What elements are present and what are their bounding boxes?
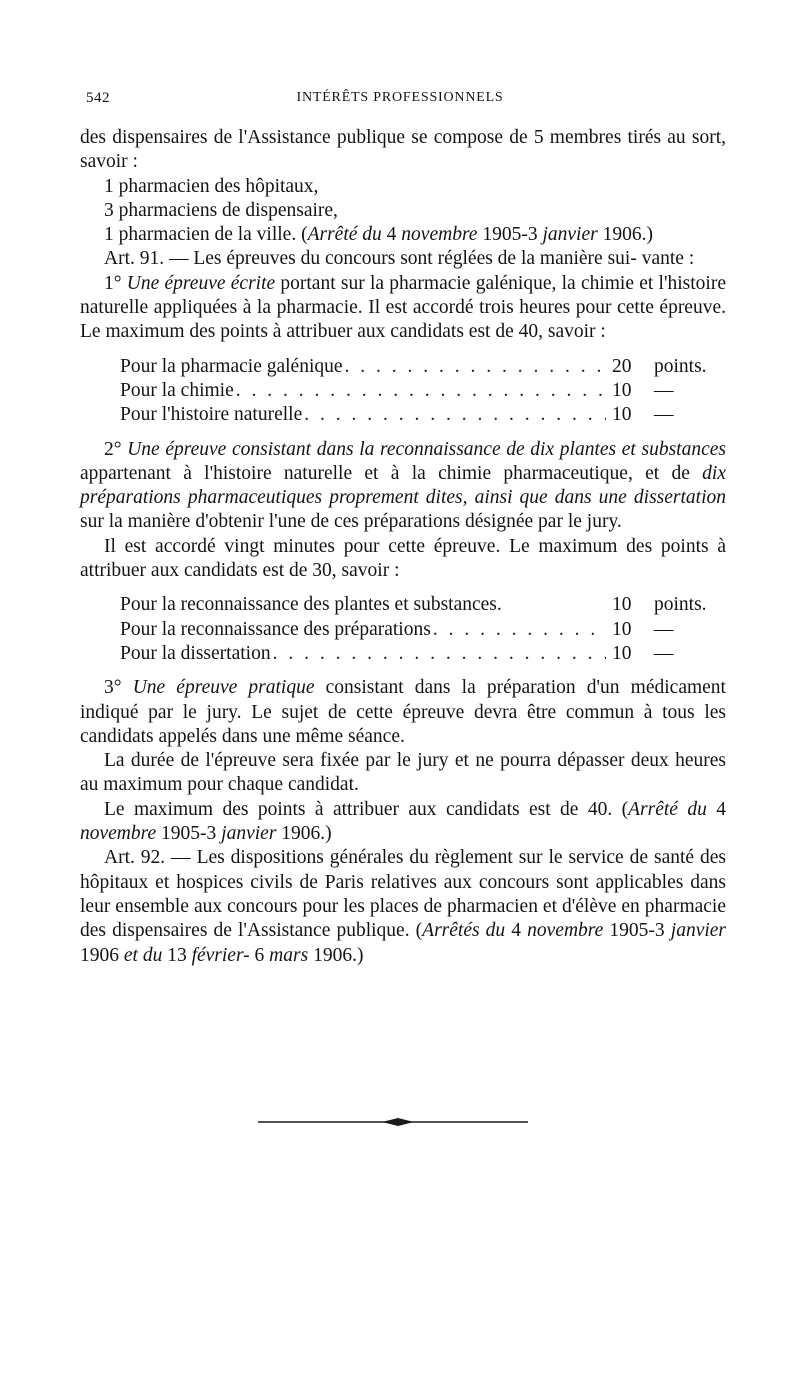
points-unit: — xyxy=(654,404,674,426)
points-unit: points. xyxy=(654,594,707,616)
points-row xyxy=(120,642,726,666)
exam-1-paragraph xyxy=(80,272,726,345)
points-unit: — xyxy=(654,618,674,640)
text-run: 1906.) xyxy=(597,224,653,246)
points-value: 20 xyxy=(612,355,632,377)
exam-2-paragraph xyxy=(80,438,726,535)
leader-dots xyxy=(345,355,606,379)
points-label: Pour la pharmacie galénique xyxy=(120,355,343,377)
leader-dots xyxy=(304,403,606,427)
leader-dots xyxy=(273,642,606,666)
text-run: Art. 92. — Les dispositions générales du règlement sur le service de santé des hôpitaux et hospices civils de Paris relatives aux concours sont applicables dans leur ensemble aux concours pour les places de pharmacien et d'élève en pharmacie des dispensaires de l'Assistance publique. ( xyxy=(80,847,726,942)
text-run: 1906 xyxy=(80,944,124,966)
citation-italic: novembre xyxy=(80,823,157,845)
points-unit: — xyxy=(654,642,674,664)
end-ornament-rule xyxy=(258,1112,528,1132)
text-run: 3° xyxy=(104,677,133,699)
citation-italic: Arrêté du xyxy=(307,224,382,246)
text-line: des dispensaires de l'Assistance publique se compose de 5 membres xyxy=(80,127,622,148)
text-run: 1905-3 xyxy=(603,920,671,942)
points-table-1 xyxy=(80,355,726,428)
article-91 xyxy=(80,247,726,271)
text-run: vante : xyxy=(641,248,695,270)
citation-italic: et du xyxy=(123,944,163,966)
exam-3-duration: La durée de l'épreuve sera fixée par le jury et ne pourra dépasser deux heures au maximum pour chaque candidat. xyxy=(80,750,726,796)
exam-3-maximum xyxy=(80,798,726,847)
exam-1-title: Une épreuve écrite xyxy=(126,272,276,294)
points-unit: — xyxy=(654,379,674,401)
text-run: Art. 91. — Les épreuves du concours sont réglées de la manière sui- xyxy=(104,248,637,270)
points-value: 10 xyxy=(612,404,632,426)
member-item: 3 pharmaciens de dispensaire, xyxy=(104,199,338,221)
citation-italic: janvier xyxy=(670,920,727,942)
citation-italic: novembre xyxy=(527,920,604,942)
text-run: 4 xyxy=(381,224,402,246)
exam-3-paragraph xyxy=(80,676,726,749)
text-run: 1 pharmacien de la ville. ( xyxy=(104,224,308,246)
points-unit: points. xyxy=(654,355,707,377)
text-run: 2° xyxy=(104,438,128,460)
leader-dots xyxy=(236,379,606,403)
text-run: portant sur la pharmacie galénique, la chimie et l'histoire naturelle appliquées à la pharmacie. Il est accordé trois heures pour cette épreuve. Le maximum des points à attribuer aux candidats est de 40, savoir : xyxy=(80,272,726,343)
points-row xyxy=(120,379,726,403)
text-run: Le maximum des points à attribuer aux candidats est de 40. ( xyxy=(104,798,629,820)
points-label: Pour la reconnaissance des préparations xyxy=(120,618,431,640)
citation-italic: février- xyxy=(191,944,250,966)
points-row xyxy=(120,355,726,379)
text-run: 1906.) xyxy=(308,944,364,966)
text-run: appartenant à l'histoire naturelle et à la chimie pharmaceutique, et de xyxy=(80,462,703,484)
text-run: 1905-3 xyxy=(477,224,543,246)
article-92 xyxy=(80,846,726,967)
main-text xyxy=(80,126,726,968)
citation-italic: janvier xyxy=(542,224,598,246)
points-label: Pour la dissertation xyxy=(120,642,271,664)
citation-italic: Arrêté du xyxy=(628,798,707,820)
points-value: 10 xyxy=(612,618,632,640)
text-run: 1905-3 xyxy=(156,823,222,845)
points-value: 10 xyxy=(612,642,632,664)
text-run: 1° xyxy=(104,272,127,294)
citation-italic: janvier xyxy=(221,823,277,845)
text-run: consistant dans la préparation d'un médicament indiqué par le jury. Le sujet de cette épreuve devra être commun à tous les candidats appelés dans une même séance. xyxy=(80,677,726,747)
text-run: 4 xyxy=(706,798,726,820)
exam-2-time: Il est accordé vingt minutes pour cette épreuve. Le maximum des points à attribuer aux candidats est de 30, savoir : xyxy=(80,535,726,582)
page-number: 542 xyxy=(86,90,110,106)
text-line: tirés au sort, savoir : xyxy=(80,127,726,173)
text-run: 4 xyxy=(505,920,528,942)
exam-3-title: Une épreuve pratique xyxy=(132,677,315,699)
text-run: 6 xyxy=(254,944,270,966)
text-run: 1906.) xyxy=(276,823,332,845)
citation-italic: Arrêtés du xyxy=(422,920,506,942)
running-title: INTÉRÊTS PROFESSIONNELS xyxy=(296,90,504,105)
leader-dots xyxy=(433,618,606,642)
text-run: sur la manière d'obtenir l'une de ces préparations désignée par le jury. xyxy=(80,511,622,533)
citation-italic: mars xyxy=(269,944,309,966)
text-run: 13 xyxy=(162,944,192,966)
citation-italic: novembre xyxy=(401,224,478,246)
member-item: 1 pharmacien des hôpitaux, xyxy=(104,175,319,197)
points-row xyxy=(120,593,726,617)
points-label: Pour la reconnaissance des plantes et substances. xyxy=(120,594,502,616)
exam-2-title-2: dix préparations pharmaceutiques proprement dites, ainsi que dans une dissertation xyxy=(80,462,726,509)
points-row xyxy=(120,403,726,427)
exam-2-title: Une épreuve consistant dans la reconnaissance de dix plantes et substances xyxy=(127,438,726,460)
points-value: 10 xyxy=(612,594,632,616)
points-row xyxy=(120,618,726,642)
member-item xyxy=(80,223,726,247)
points-value: 10 xyxy=(612,379,632,401)
paragraph-intro xyxy=(80,126,726,175)
points-label: Pour la chimie xyxy=(120,379,234,401)
points-label: Pour l'histoire naturelle xyxy=(120,404,303,426)
points-table-2 xyxy=(80,593,726,666)
